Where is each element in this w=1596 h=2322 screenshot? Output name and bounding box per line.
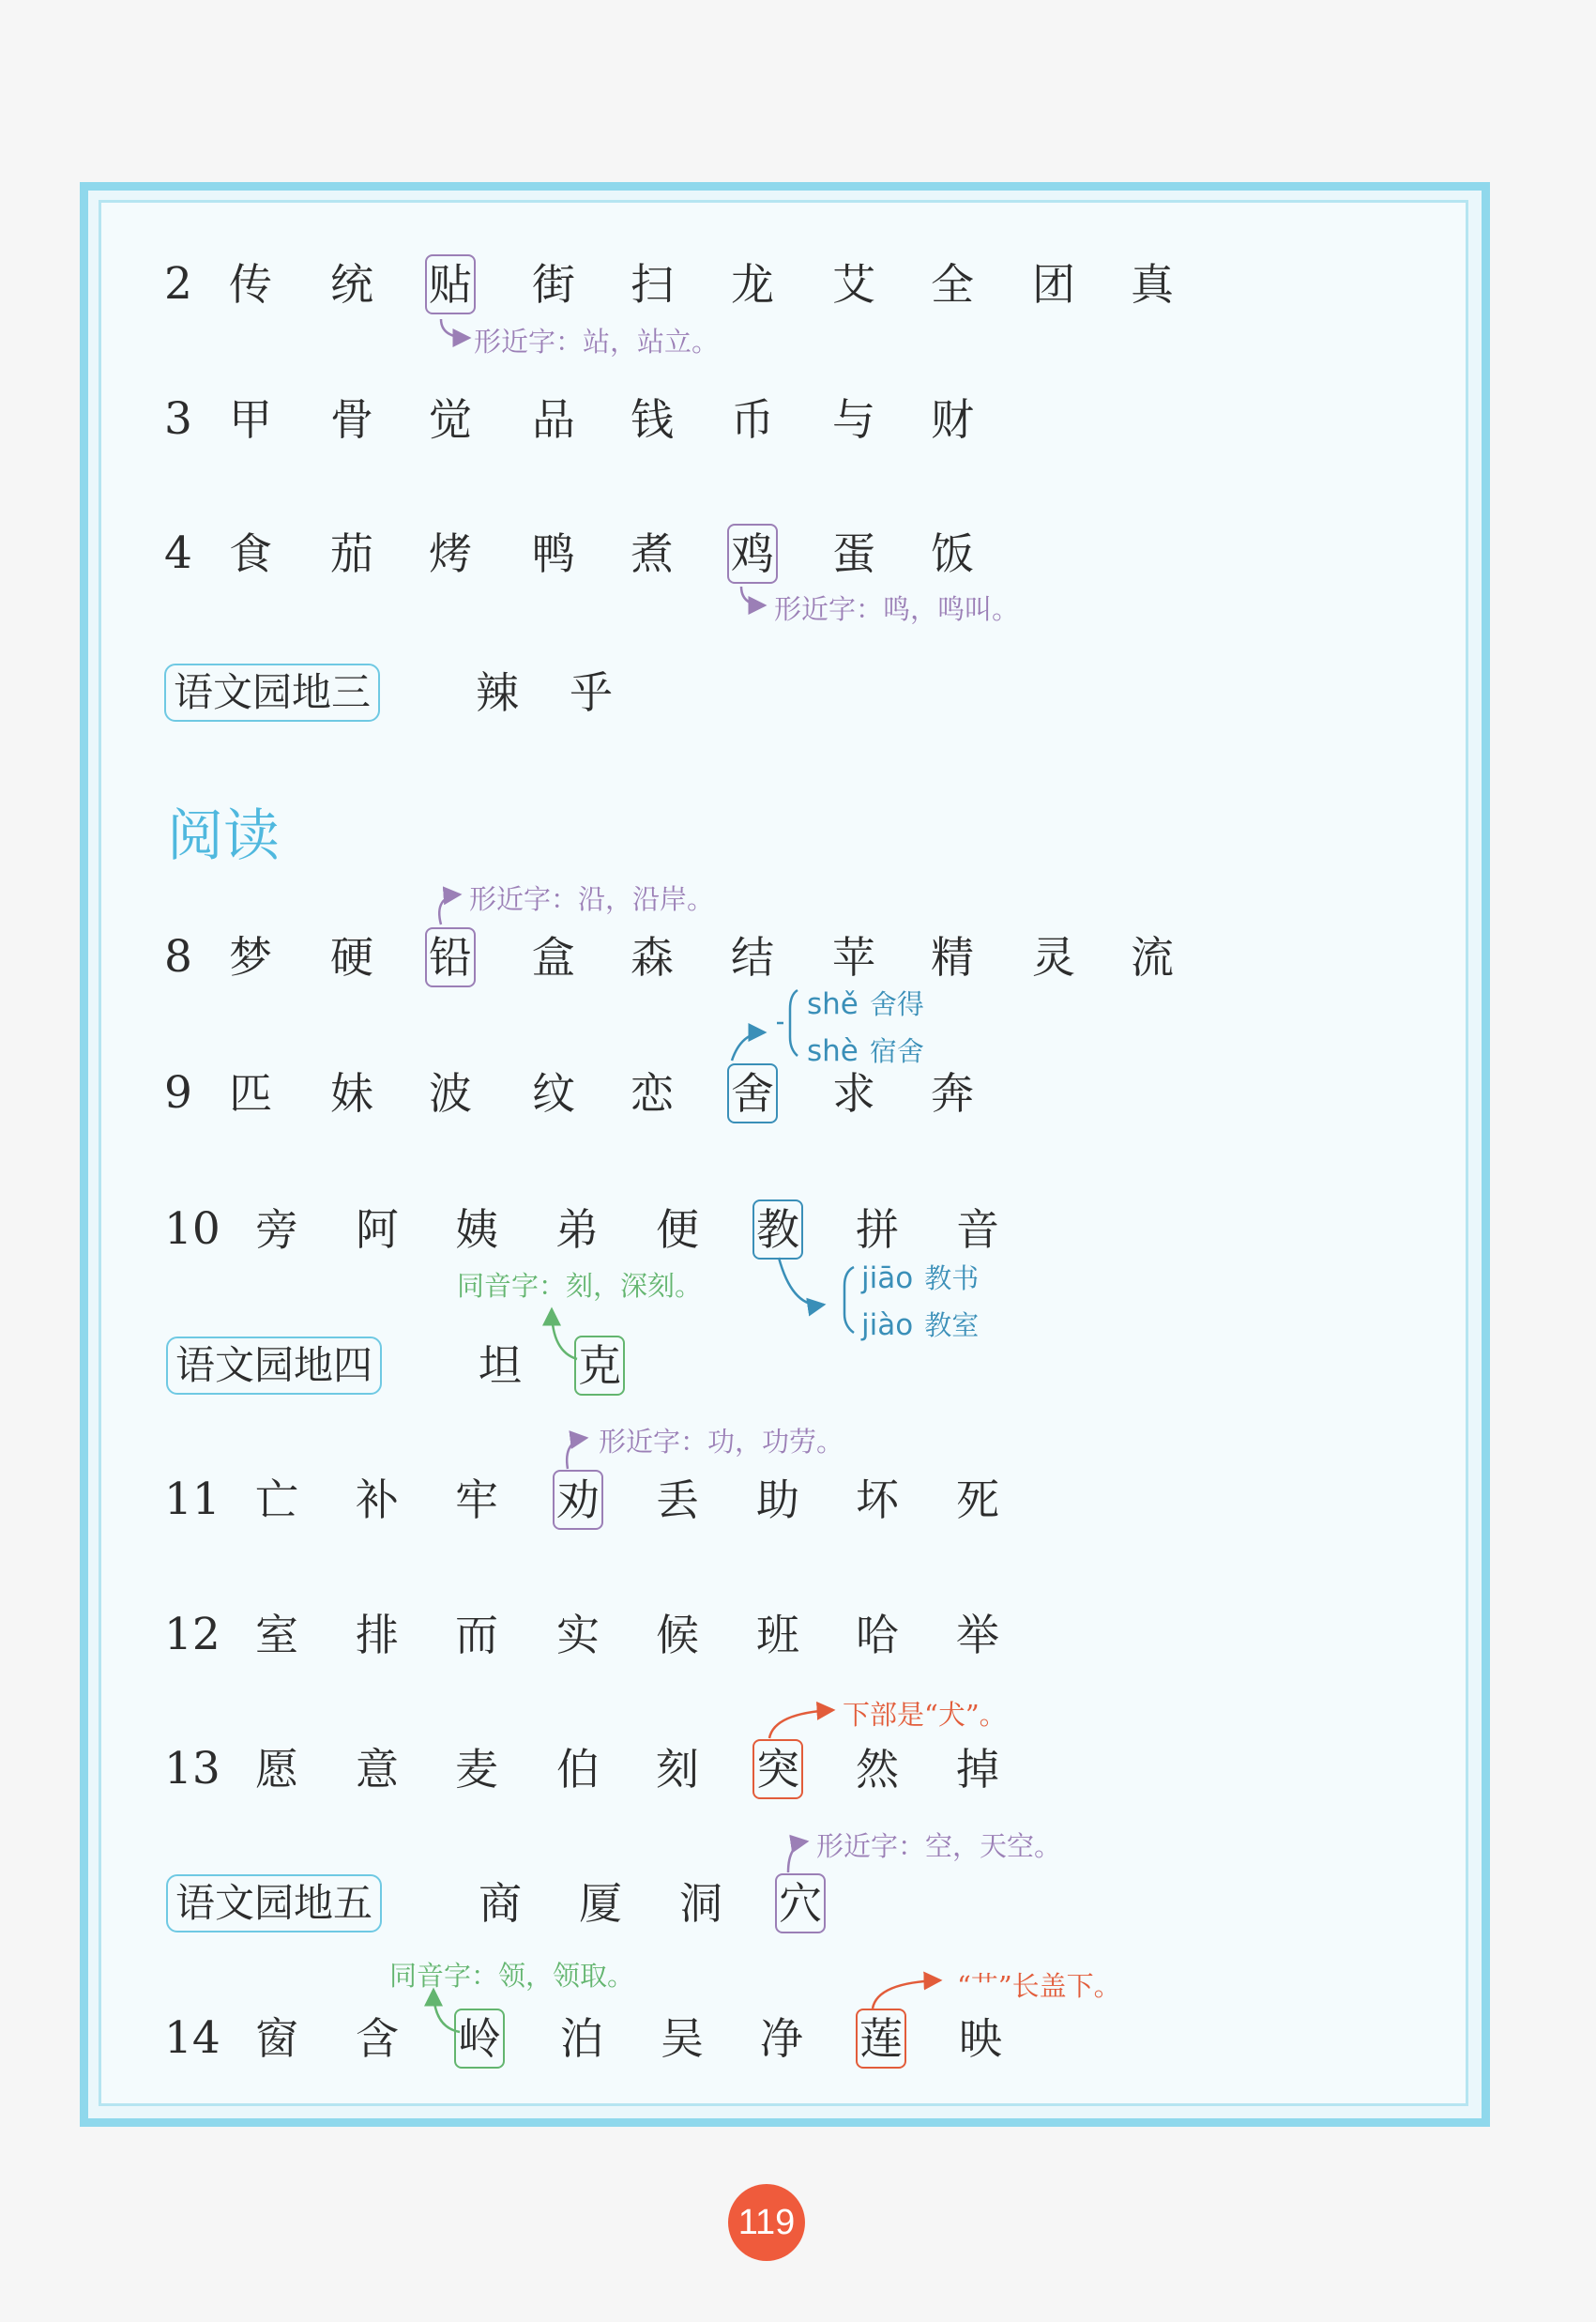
char-highlight: 岭 [458,2013,501,2064]
char: 统 [330,259,373,310]
char: 硬 [330,932,373,983]
char: 旁 [255,1204,298,1255]
char: 乎 [570,667,613,718]
pinyin-she-1: shě 舍得 [807,987,924,1021]
char: 波 [429,1068,472,1119]
note-tie: 形近字：站，站立。 [474,326,720,358]
char: 窗 [255,2013,298,2064]
char: 灵 [1032,932,1075,983]
pinyin-jiao-2: jiào 教室 [861,1308,980,1342]
char: 食 [229,528,272,579]
char: 候 [656,1610,699,1660]
section-title: 阅读 [167,803,280,869]
pinyin-jiao-1: jiāo 教书 [861,1261,980,1295]
char: 纹 [532,1068,575,1119]
char: 烤 [429,528,472,579]
char: 净 [760,2013,803,2064]
char: 财 [931,394,974,445]
lesson-number: 14 [164,2012,220,2064]
lesson-number: 8 [164,931,192,983]
lesson-number: 11 [164,1474,220,1525]
pinyin-she-2: shè 宿舍 [807,1034,924,1068]
lesson-number: 10 [164,1203,220,1255]
char: 扫 [631,259,674,310]
char: 拼 [856,1204,899,1255]
char: 实 [556,1610,600,1660]
char: 煮 [631,528,674,579]
char: 哈 [856,1610,899,1660]
note-ke: 同音字：刻，深刻。 [457,1270,703,1302]
char: 意 [356,1744,399,1795]
char: 而 [455,1610,498,1660]
lesson-number: 9 [164,1067,192,1119]
char: 掉 [956,1744,999,1795]
char: 丢 [656,1474,699,1525]
note-ling: 同音字：领，领取。 [389,1960,635,1992]
char-highlight: 突 [756,1744,799,1795]
char: 然 [856,1744,899,1795]
char: 团 [1032,259,1075,310]
char: 与 [832,394,875,445]
char-highlight: 克 [578,1340,621,1391]
char: 排 [356,1610,399,1660]
char: 匹 [229,1068,272,1119]
lesson-number: 12 [164,1609,220,1660]
char: 厦 [579,1878,622,1929]
char-highlight: 鸡 [731,528,774,579]
char: 恋 [631,1068,674,1119]
char: 班 [756,1610,799,1660]
char: 商 [479,1878,522,1929]
char: 觉 [429,394,472,445]
char: 含 [356,2013,399,2064]
char-highlight: 铅 [429,932,472,983]
char: 补 [356,1474,399,1525]
char: 洞 [679,1878,722,1929]
char: 币 [731,394,774,445]
note-qian: 形近字：沿，沿岸。 [469,883,715,915]
garden-tag: 语文园地三 [164,664,380,722]
char: 映 [959,2013,1002,2064]
note-ji: 形近字：鸣，鸣叫。 [774,593,1020,625]
garden-tag: 语文园地四 [166,1337,382,1395]
char: 流 [1131,932,1174,983]
char: 愿 [255,1744,298,1795]
lesson-number: 3 [164,393,192,445]
char: 茄 [330,528,373,579]
char: 梦 [229,932,272,983]
note-xue: 形近字：空，天空。 [816,1830,1062,1862]
char: 姨 [455,1204,498,1255]
char-highlight: 劝 [556,1474,600,1525]
page-number: 119 [728,2184,805,2261]
char: 助 [756,1474,799,1525]
lesson-number: 2 [164,258,192,310]
char: 饭 [931,528,974,579]
garden-tag: 语文园地五 [166,1874,382,1932]
note-lian: “艹”长盖下。 [957,1970,1121,2002]
char: 泊 [560,2013,603,2064]
char: 龙 [731,259,774,310]
note-quan: 形近字：功，功劳。 [599,1426,844,1458]
char: 森 [631,932,674,983]
char-highlight: 舍 [731,1068,774,1119]
note-tu: 下部是“犬”。 [843,1699,1007,1731]
char: 音 [956,1204,999,1255]
char: 传 [229,259,272,310]
char: 麦 [455,1744,498,1795]
char: 刻 [656,1744,699,1795]
lesson-number: 4 [164,527,192,579]
char-highlight: 莲 [859,2013,903,2064]
char: 奔 [931,1068,974,1119]
char: 室 [255,1610,298,1660]
char: 吴 [661,2013,704,2064]
char: 全 [931,259,974,310]
lesson-number: 13 [164,1743,220,1795]
char: 阿 [356,1204,399,1255]
char: 精 [931,932,974,983]
char: 辣 [476,667,519,718]
char: 盒 [532,932,575,983]
char: 坏 [856,1474,899,1525]
char-highlight: 穴 [779,1878,822,1929]
char: 牢 [455,1474,498,1525]
char: 鸭 [532,528,575,579]
char: 结 [731,932,774,983]
char: 甲 [229,394,272,445]
char: 举 [956,1610,999,1660]
char: 求 [832,1068,875,1119]
char: 亡 [255,1474,298,1525]
char: 苹 [832,932,875,983]
char-highlight: 教 [756,1204,799,1255]
char-highlight: 贴 [429,259,472,310]
char: 弟 [555,1204,599,1255]
char: 妹 [330,1068,373,1119]
char: 便 [656,1204,699,1255]
char: 钱 [631,394,674,445]
char: 品 [532,394,575,445]
char: 蛋 [832,528,875,579]
char: 街 [532,259,575,310]
char: 坦 [479,1340,522,1391]
char: 真 [1131,259,1174,310]
char: 伯 [556,1744,600,1795]
char: 骨 [330,394,373,445]
char: 艾 [832,259,875,310]
char: 死 [956,1474,999,1525]
